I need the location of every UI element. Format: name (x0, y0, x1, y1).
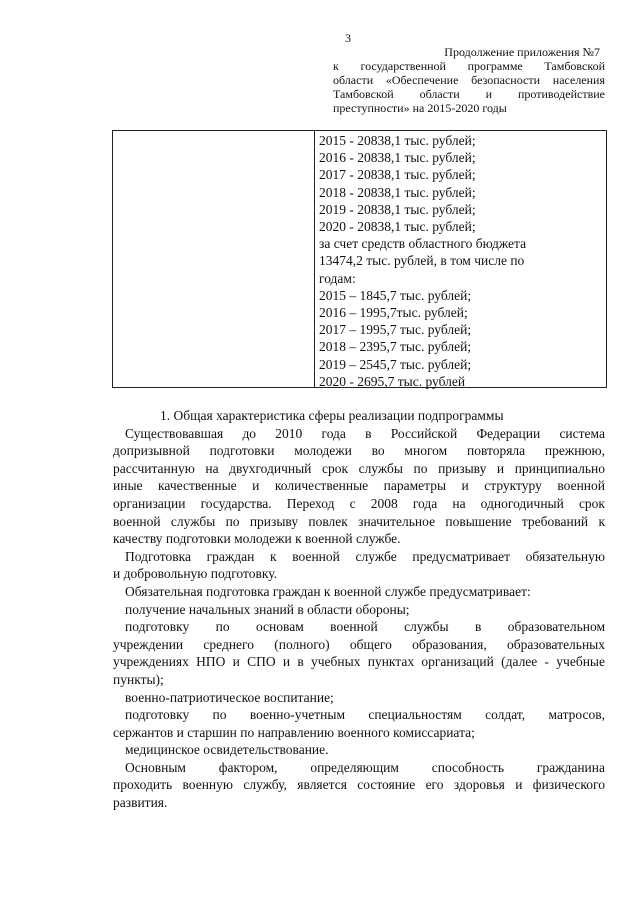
body-line: Основным фактором, определяющим способность гражданина (125, 759, 605, 775)
body-line: организации государства. Переход с 2008 года на одногодичный срок (113, 495, 605, 511)
body-line: учреждении среднего (полного) общего образования, образовательных (113, 636, 605, 652)
funding-line: 13474,2 тыс. рублей, в том числе по (319, 253, 525, 269)
body-line: Обязательная подготовка граждан к военной службе предусматривает: (125, 583, 531, 599)
body-line: учреждениях НПО и СПО и в учебных пунктах организаций (далее - учебные (113, 654, 605, 670)
funding-line: 2015 – 1845,7 тыс. рублей; (319, 287, 472, 303)
body-line: сержантов и старшин по направлению военного комиссариата; (113, 724, 475, 740)
funding-line: 2018 - 20838,1 тыс. рублей; (319, 184, 476, 200)
header-line: к государственной программе Тамбовской (333, 59, 605, 73)
body-line: иные качественные и количественные параметры и структуру военной (113, 478, 605, 494)
funding-line: 2019 - 20838,1 тыс. рублей; (319, 201, 476, 217)
appendix-header (333, 45, 605, 115)
funding-line: 2020 - 20838,1 тыс. рублей; (319, 219, 476, 235)
funding-line: 2016 – 1995,7тыс. рублей; (319, 305, 468, 321)
body-line: проходить военную службу, является состояние его здоровья и физического (113, 777, 605, 793)
funding-line: годам: (319, 270, 356, 286)
page-number: 3 (345, 31, 351, 45)
table-right-cell (319, 132, 604, 390)
body-line: подготовку по военно-учетным специальностям солдат, матросов, (125, 707, 605, 723)
funding-line: 2017 – 1995,7 тыс. рублей; (319, 322, 472, 338)
body-line: военной службы по призыву повлек значительное повышение требований к (113, 513, 605, 529)
body-line: рассчитанную на двухгодичный срок службы по призыву и принципиально (113, 460, 605, 476)
body-line: военно-патриотическое воспитание; (125, 689, 334, 705)
header-line: преступности» на 2015-2020 годы (333, 101, 507, 115)
body-line: Подготовка граждан к военной службе предусматривает обязательную (125, 548, 605, 564)
body-line: Существовавшая до 2010 года в Российской Федерации система (125, 425, 605, 441)
funding-line: 2020 - 2695,7 тыс. рублей (319, 373, 466, 389)
body-line: получение начальных знаний в области обороны; (125, 601, 410, 617)
body-line: и добровольную подготовку. (113, 566, 277, 582)
body-line: подготовку по основам военной службы в образовательном (125, 619, 605, 635)
funding-line: 2015 - 20838,1 тыс. рублей; (319, 133, 476, 148)
header-line: Тамбовской области и противодействие (333, 87, 605, 101)
header-line: Продолжение приложения №7 (444, 45, 600, 59)
funding-line: за счет средств областного бюджета (319, 236, 527, 252)
funding-line: 2019 – 2545,7 тыс. рублей; (319, 356, 472, 372)
funding-line: 2017 - 20838,1 тыс. рублей; (319, 167, 476, 183)
table-column-divider (314, 131, 315, 387)
section-body (113, 407, 605, 812)
header-line: области «Обеспечение безопасности населения (333, 73, 605, 87)
body-line: пункты); (113, 671, 164, 687)
body-line: допризывной подготовки молодежи во многом повторяла прежнюю, (113, 443, 605, 459)
body-line: качеству подготовки молодежи к военной службе. (113, 531, 401, 547)
funding-table (112, 130, 607, 388)
body-line: медицинское освидетельствование. (125, 742, 329, 758)
section-heading: 1. Общая характеристика сферы реализации подпрограммы (160, 408, 504, 423)
funding-line: 2018 – 2395,7 тыс. рублей; (319, 339, 472, 355)
funding-line: 2016 - 20838,1 тыс. рублей; (319, 150, 476, 166)
body-line: развития. (113, 795, 168, 811)
